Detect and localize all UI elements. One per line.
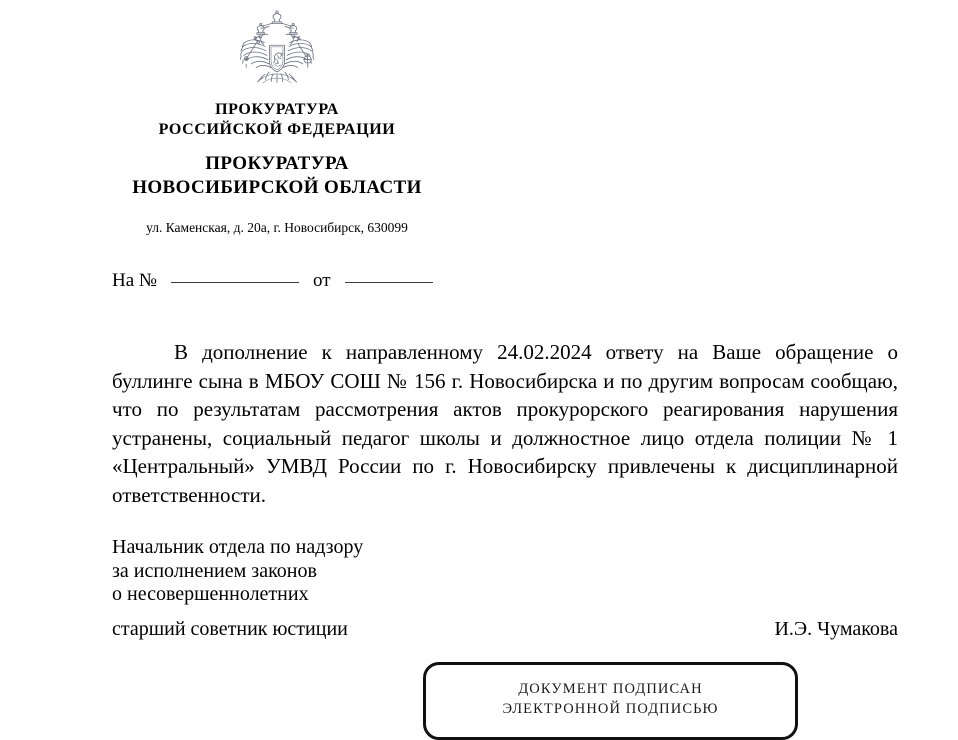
signatory-name: И.Э. Чумакова bbox=[774, 618, 898, 640]
reference-number-label: На № bbox=[112, 270, 158, 291]
signatory-position bbox=[112, 536, 363, 607]
regional-org-line-2: НОВОСИБИРСКОЙ ОБЛАСТИ bbox=[132, 177, 422, 198]
reference-date-field[interactable] bbox=[345, 282, 433, 283]
national-org-name bbox=[112, 100, 442, 140]
regional-org-name bbox=[112, 152, 442, 200]
russian-double-headed-eagle-coat-of-arms-icon bbox=[229, 10, 325, 94]
national-org-line-1: ПРОКУРАТУРА bbox=[215, 101, 339, 118]
signature-row bbox=[112, 618, 898, 641]
estamp-line-2: ЭЛЕКТРОННОЙ ПОДПИСЬЮ bbox=[502, 701, 719, 717]
reference-date-label: от bbox=[313, 270, 331, 291]
signatory-rank: старший советник юстиции bbox=[112, 618, 348, 640]
org-address: ул. Каменская, д. 20а, г. Новосибирск, 630099 bbox=[146, 220, 408, 235]
reference-number-field[interactable] bbox=[171, 282, 299, 283]
signatory-position-line-2: за исполнением законов bbox=[112, 559, 317, 582]
estamp-line-1: ДОКУМЕНТ ПОДПИСАН bbox=[518, 681, 703, 697]
reference-line bbox=[112, 270, 433, 292]
regional-org-line-1: ПРОКУРАТУРА bbox=[205, 153, 349, 174]
letter-body-paragraph: В дополнение к направленному 24.02.2024 ответу на Ваше обращение о буллинге сына в МБОУ СОШ № 156 г. Новосибирска и по другим вопросам сообщаю, что по результатам рассмотрения актов прокурорского реагирования нарушения устранены, социальный педагог школы и должностное лицо отдела полиции № 1 «Центральный» УМВД России по г. Новосибирску привлечены к дисциплинарной ответственности. bbox=[112, 340, 898, 507]
letterhead bbox=[112, 10, 442, 236]
electronic-signature-stamp bbox=[423, 662, 798, 740]
signatory-position-line-3: о несовершеннолетних bbox=[112, 583, 309, 605]
signatory-position-line-1: Начальник отдела по надзору bbox=[112, 536, 364, 558]
national-org-line-2: РОССИЙСКОЙ ФЕДЕРАЦИИ bbox=[158, 121, 396, 138]
